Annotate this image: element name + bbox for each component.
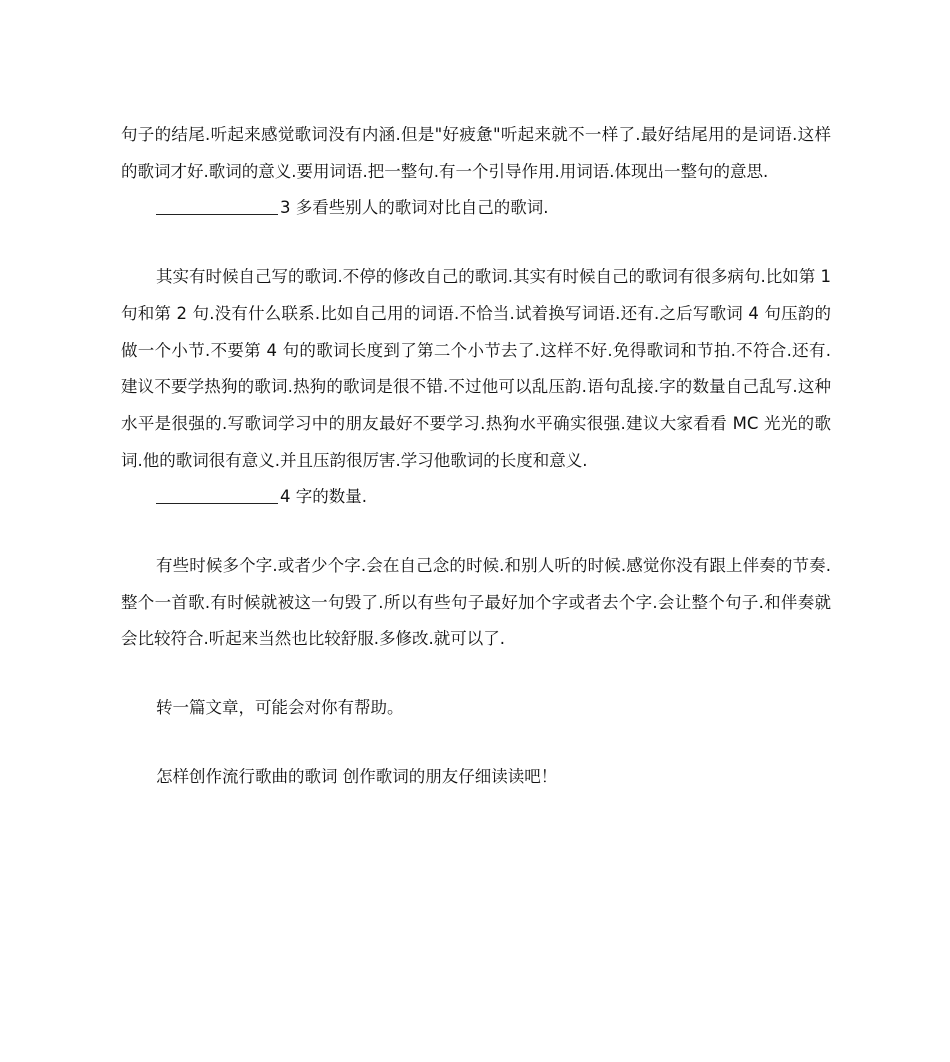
- document-page: [121, 117, 831, 796]
- paragraph-repost-note: 转一篇文章，可能会对你有帮助。: [156, 698, 404, 718]
- section-heading-3: [121, 190, 831, 227]
- paragraph-compare-lyrics: 其实有时候自己写的歌词.不停的修改自己的歌词.其实有时候自己的歌词有很多病句.比如第 1 句和第 2 句.没有什么联系.比如自己用的词语.不恰当.试着换写词语.还有.之后写歌词 4 句压韵的做一个小节.不要第 4 句的歌词长度到了第二个小节去了.这样不好.免得歌词和节拍.不符合.还有.建议不要学热狗的歌词.热狗的歌词是很不错.不过他可以乱压韵.语句乱接.字的数量自己乱写.这种水平是很强的.写歌词学习中的朋友最好不要学习.热狗水平确实很强.建议大家看看 MC 光光的歌词.他的歌词很有意义.并且压韵很厉害.学习他歌词的长度和意义.: [121, 267, 831, 470]
- blank-line: [156, 483, 278, 504]
- paragraph-word-count: 有些时候多个字.或者少个字.会在自己念的时候.和别人听的时候.感觉你没有跟上伴奏的节奏.整个一首歌.有时候就被这一句毁了.所以有些句子最好加个字或者去个字.会让整个句子.和伴奏就会比较符合.听起来当然也比较舒服.多修改.就可以了.: [121, 556, 831, 649]
- section-heading-3-text: 3 多看些别人的歌词对比自己的歌词.: [280, 198, 549, 218]
- blank-line: [156, 194, 278, 215]
- paragraph-ending-words: 句子的结尾.听起来感觉歌词没有内涵.但是"好疲惫"听起来就不一样了.最好结尾用的是词语.这样的歌词才好.歌词的意义.要用词语.把一整句.有一个引导作用.用词语.体现出一整句的意思.: [121, 125, 831, 181]
- section-heading-4-text: 4 字的数量.: [280, 487, 367, 507]
- section-heading-4: [121, 479, 831, 516]
- paragraph-article-title: 怎样创作流行歌曲的歌词 创作歌词的朋友仔细读读吧！: [156, 766, 558, 786]
